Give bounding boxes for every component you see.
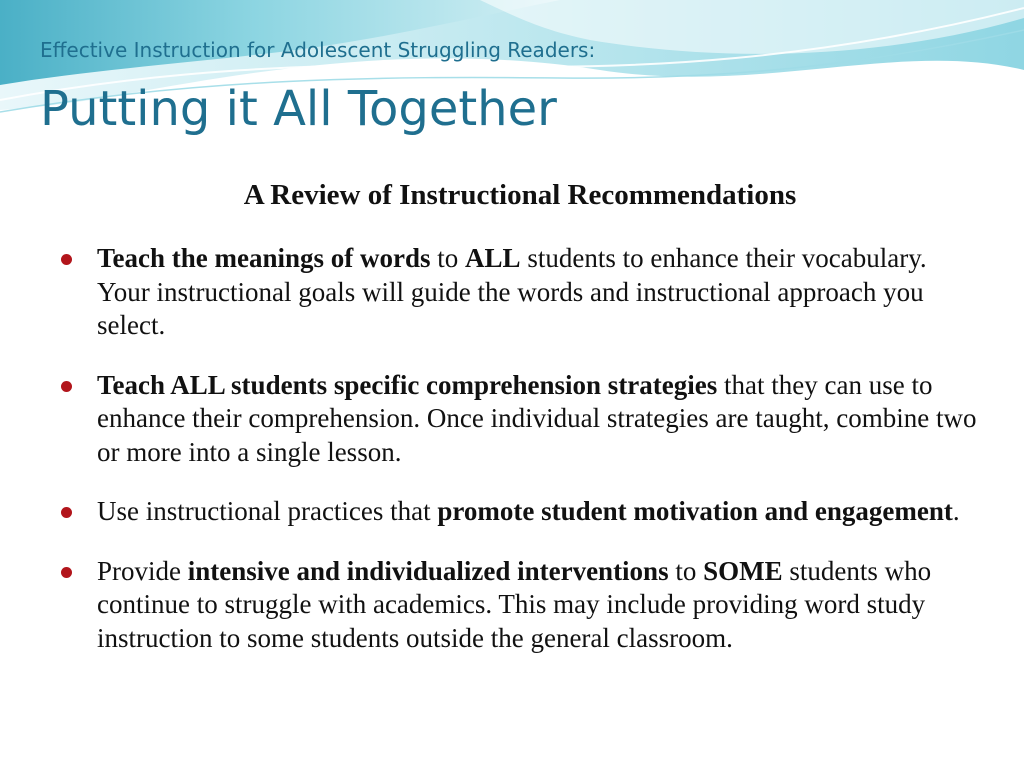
list-item <box>55 555 980 656</box>
bold-text: Teach ALL students specific comprehension strategies <box>97 369 718 400</box>
body-text: students to enhance their vocabulary. Your instructional goals will guide the words and instructional approach you select. <box>97 243 927 340</box>
bold-text: promote student motivation and engagement <box>437 496 953 526</box>
body-text: that they can use to enhance their comprehension. Once individual strategies are taught, combine two or more into a single lesson. <box>97 369 977 467</box>
list-item <box>55 495 980 529</box>
bold-text: Teach the meanings of words <box>97 243 431 273</box>
bold-text: intensive and individualized interventions <box>187 555 669 586</box>
bold-text: ALL <box>465 243 521 273</box>
body-text: Provide <box>97 555 188 586</box>
slide-subtitle: Effective Instruction for Adolescent Struggling Readers: <box>40 38 596 62</box>
body-text: Use instructional practices that <box>97 496 438 526</box>
list-item <box>55 242 980 343</box>
list-item <box>55 369 980 470</box>
body-text: to <box>668 555 704 586</box>
bullet-dot-icon <box>61 567 72 578</box>
bold-text: SOME <box>703 555 783 586</box>
slide-title: Putting it All Together <box>40 81 557 137</box>
body-text: to <box>430 243 466 273</box>
bullet-dot-icon <box>61 381 72 392</box>
body-text: . <box>952 496 960 526</box>
recommendation-list <box>55 242 980 655</box>
bullet-dot-icon <box>61 254 72 265</box>
bullet-dot-icon <box>61 507 72 518</box>
section-heading: A Review of Instructional Recommendations <box>243 179 797 211</box>
body-text: students who continue to struggle with academics. This may include providing word study instruction to some students outside the general classroom. <box>97 555 932 653</box>
